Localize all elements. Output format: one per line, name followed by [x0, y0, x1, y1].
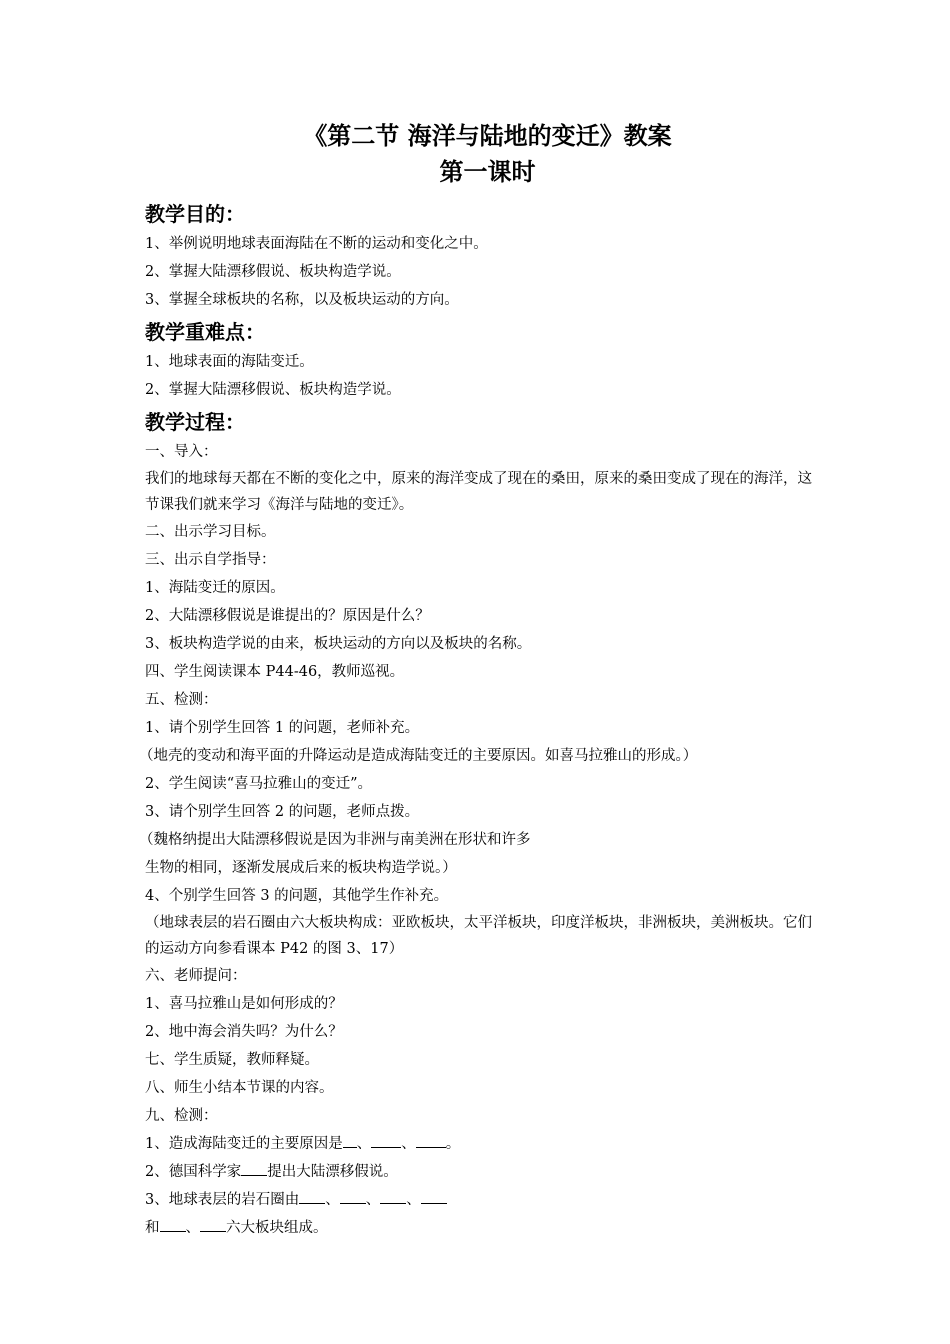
answer-blank	[241, 1159, 267, 1176]
step-8: 八、师生小结本节课的内容。	[145, 1080, 334, 1096]
separator: 、	[185, 1220, 200, 1236]
check-1-note: （地壳的变动和海平面的升降运动是造成海陆变迁的主要原因。如喜马拉雅山的形成。）	[139, 748, 698, 764]
answer-blank	[299, 1187, 325, 1204]
check-3: 3、请个别学生回答 2 的问题，老师点拨。	[145, 804, 420, 820]
answer-blank	[340, 1187, 366, 1204]
test-3-rest: 六大板块组成。	[226, 1220, 328, 1236]
key-points-heading: 教学重难点：	[145, 320, 265, 344]
check-1: 1、请个别学生回答 1 的问题，老师补充。	[145, 720, 420, 736]
test-question-2	[145, 1158, 815, 1186]
document-subtitle: 第一课时	[439, 157, 536, 186]
question-item: 1、喜马拉雅山是如何形成的？	[145, 996, 343, 1012]
end-mark: 。	[445, 1136, 461, 1152]
test-question-1	[145, 1130, 815, 1158]
separator: 、	[356, 1136, 372, 1152]
answer-blank	[421, 1187, 447, 1204]
step-2: 二、出示学习目标。	[145, 524, 276, 540]
intro-label: 一、导入：	[145, 444, 218, 460]
guide-item: 3、板块构造学说的由来，板块运动的方向以及板块的名称。	[145, 636, 532, 652]
test-3-prompt: 3、地球表层的岩石圈由	[145, 1192, 300, 1208]
test-question-3-cont	[145, 1214, 815, 1242]
separator: 、	[406, 1192, 421, 1208]
step-5: 五、检测：	[145, 692, 218, 708]
separator: 、	[401, 1136, 416, 1152]
document-content	[139, 118, 815, 1242]
test-1-prompt: 1、造成海陆变迁的主要原因是	[145, 1136, 343, 1152]
separator: 、	[365, 1192, 381, 1208]
check-2: 2、学生阅读“喜马拉雅山的变迁”。	[145, 776, 373, 792]
answer-blank	[343, 1131, 357, 1148]
step-6: 六、老师提问：	[145, 968, 247, 984]
objective-item: 3、掌握全球板块的名称，以及板块运动的方向。	[145, 292, 459, 308]
step-9: 九、检测：	[145, 1108, 218, 1124]
key-point-item: 1、地球表面的海陆变迁。	[145, 354, 314, 370]
objectives-heading: 教学目的：	[145, 202, 245, 226]
question-item: 2、地中海会消失吗？为什么？	[145, 1024, 343, 1040]
step-4: 四、学生阅读课本 P44-46，教师巡视。	[145, 664, 405, 680]
answer-blank	[200, 1215, 226, 1232]
answer-blank	[380, 1187, 406, 1204]
answer-blank	[416, 1131, 446, 1148]
test-3-and: 和	[145, 1220, 160, 1236]
check-3-note-a: （魏格纳提出大陆漂移假说是因为非洲与南美洲在形状和许多	[139, 832, 531, 848]
objective-item: 2、掌握大陆漂移假说、板块构造学说。	[145, 264, 401, 280]
objective-item: 1、举例说明地球表面海陆在不断的运动和变化之中。	[145, 236, 488, 252]
process-heading: 教学过程：	[145, 410, 245, 434]
step-7: 七、学生质疑，教师释疑。	[145, 1052, 319, 1068]
answer-blank	[371, 1131, 401, 1148]
guide-item: 2、大陆漂移假说是谁提出的？原因是什么？	[145, 608, 430, 624]
document-title: 《第二节 海洋与陆地的变迁》教案	[303, 121, 672, 150]
intro-text: 我们的地球每天都在不断的变化之中，原来的海洋变成了现在的桑田，原来的桑田变成了现在的海洋，这节课我们就来学习《海洋与陆地的变迁》。	[145, 471, 812, 513]
test-2-prompt: 2、德国科学家	[145, 1164, 242, 1180]
test-2-rest: 提出大陆漂移假说。	[267, 1164, 398, 1180]
check-4: 4、个别学生回答 3 的问题，其他学生作补充。	[145, 888, 449, 904]
test-question-3	[145, 1186, 815, 1214]
step-3: 三、出示自学指导：	[145, 552, 276, 568]
check-4-note: （地球表层的岩石圈由六大板块构成：亚欧板块，太平洋板块，印度洋板块，非洲板块，美洲板块。它们的运动方向参看课本 P42 的图 3、17）	[145, 915, 812, 957]
key-point-item: 2、掌握大陆漂移假说、板块构造学说。	[145, 382, 401, 398]
guide-item: 1、海陆变迁的原因。	[145, 580, 285, 596]
separator: 、	[325, 1192, 340, 1208]
answer-blank	[160, 1215, 186, 1232]
check-3-note-b: 生物的相同，逐渐发展成后来的板块构造学说。）	[145, 860, 457, 876]
